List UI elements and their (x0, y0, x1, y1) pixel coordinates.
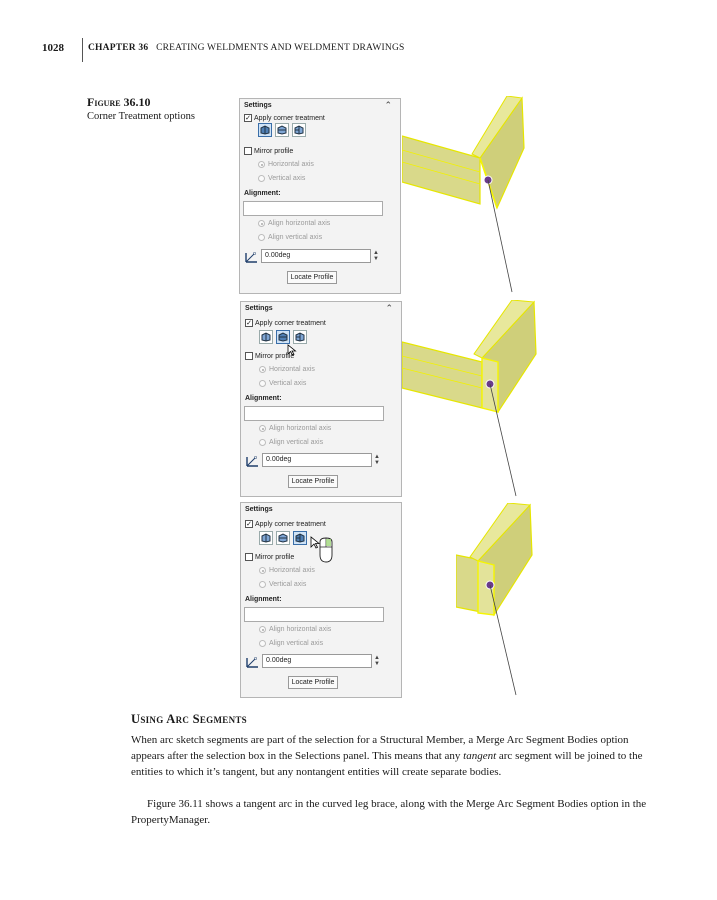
end-butt2-button[interactable] (292, 123, 306, 137)
alignment-label: Alignment: (244, 190, 281, 197)
chapter-title: CREATING WELDMENTS AND WELDMENT DRAWINGS (156, 43, 405, 53)
svg-text:o: o (254, 656, 258, 662)
horizontal-axis-label: Horizontal axis (269, 567, 315, 574)
align-horizontal-axis-label: Align horizontal axis (269, 425, 332, 432)
radio-icon[interactable] (259, 366, 266, 373)
end-butt1-icon (277, 125, 287, 135)
angle-spinner[interactable]: ▲ ▼ (374, 655, 380, 667)
panel-title: Settings (245, 305, 273, 312)
emphasis-text: tangent (463, 750, 497, 762)
corner-treatment-buttons (259, 531, 307, 545)
alignment-label: Alignment: (245, 395, 282, 402)
chevron-up-icon[interactable]: ⌃ (384, 100, 392, 110)
chevron-up-icon[interactable]: ⌃ (385, 303, 393, 313)
locate-profile-button[interactable]: Locate Profile (287, 271, 337, 284)
vertical-axis-option[interactable] (259, 581, 306, 588)
radio-icon[interactable] (258, 220, 265, 227)
align-vertical-axis-label: Align vertical axis (269, 439, 324, 446)
checkbox-unchecked-icon[interactable] (245, 553, 253, 561)
align-vertical-axis-label: Align vertical axis (269, 640, 324, 647)
alignment-label: Alignment: (245, 596, 282, 603)
running-header (88, 43, 405, 53)
end-butt2-button[interactable] (293, 531, 307, 545)
radio-icon[interactable] (258, 161, 265, 168)
panel-title: Settings (245, 506, 273, 513)
weldment-corner-model-2 (402, 300, 538, 500)
radio-icon[interactable] (259, 380, 266, 387)
horizontal-axis-option[interactable] (259, 567, 315, 574)
end-butt2-button[interactable] (293, 330, 307, 344)
end-miter-button[interactable] (259, 330, 273, 344)
paragraph-text: When arc sketch segments are part of the selection for a Structural Member, a Merge Arc Segment Bodies option appears after the selection box in the Selections panel. This means that any (131, 734, 629, 762)
svg-text:o: o (254, 455, 258, 461)
panel-title: Settings (244, 102, 272, 109)
radio-icon[interactable] (259, 567, 266, 574)
chapter-number: CHAPTER 36 (88, 43, 149, 53)
end-butt1-button[interactable] (276, 531, 290, 545)
figure-caption-text: Corner Treatment options (87, 110, 195, 122)
settings-panel-3 (240, 502, 402, 698)
align-horizontal-axis-label: Align horizontal axis (269, 626, 332, 633)
checkbox-checked-icon[interactable]: ✓ (245, 115, 251, 122)
end-butt1-icon (278, 533, 288, 543)
body-paragraph-2: Figure 36.11 shows a tangent arc in the curved leg brace, along with the Merge Arc Segment Bodies option in the PropertyManager. (131, 798, 647, 826)
vertical-axis-label: Vertical axis (269, 380, 307, 387)
body-paragraph-1 (131, 732, 651, 780)
weldment-corner-model-3 (456, 503, 536, 698)
page-number: 1028 (42, 42, 64, 54)
end-miter-button[interactable] (258, 123, 272, 137)
figure-caption (87, 96, 217, 123)
horizontal-axis-label: Horizontal axis (269, 366, 315, 373)
radio-icon[interactable] (259, 640, 266, 647)
rotation-angle-icon (245, 250, 258, 263)
align-horizontal-axis-option[interactable] (259, 425, 331, 432)
mouse-cursor-icon (309, 535, 345, 565)
apply-corner-treatment-row[interactable] (245, 319, 326, 327)
radio-icon[interactable] (259, 425, 266, 432)
rotation-angle-icon (246, 454, 259, 467)
weldment-corner-model-1 (402, 96, 532, 296)
settings-panel-2 (240, 301, 402, 497)
rotation-angle-icon (246, 655, 259, 668)
end-miter-icon (261, 533, 271, 543)
radio-icon[interactable] (258, 234, 265, 241)
apply-corner-treatment-row[interactable] (244, 114, 325, 122)
horizontal-axis-option[interactable] (259, 366, 315, 373)
radio-icon[interactable] (259, 626, 266, 633)
checkbox-checked-icon[interactable]: ✓ (246, 521, 252, 528)
apply-corner-treatment-label: Apply corner treatment (254, 114, 325, 122)
checkbox-unchecked-icon[interactable] (245, 352, 253, 360)
align-vertical-axis-option[interactable] (258, 234, 322, 241)
align-vertical-axis-option[interactable] (259, 640, 323, 647)
align-horizontal-axis-label: Align horizontal axis (268, 220, 331, 227)
alignment-selection-box[interactable] (244, 406, 384, 421)
vertical-axis-label: Vertical axis (269, 581, 307, 588)
mirror-profile-label: Mirror profile (254, 147, 294, 155)
apply-corner-treatment-row[interactable] (245, 520, 326, 528)
angle-spinner[interactable]: ▲ ▼ (373, 250, 379, 262)
svg-text:o: o (253, 251, 257, 257)
checkbox-unchecked-icon[interactable] (244, 147, 252, 155)
end-butt1-icon (278, 332, 288, 342)
header-divider (82, 38, 83, 62)
mirror-profile-label: Mirror profile (255, 553, 295, 561)
figure-label: Figure 36.10 (87, 95, 151, 109)
horizontal-axis-option[interactable] (258, 161, 314, 168)
mirror-profile-label: Mirror profile (255, 352, 295, 360)
end-butt1-button[interactable] (275, 123, 289, 137)
apply-corner-treatment-label: Apply corner treatment (255, 520, 326, 528)
checkbox-checked-icon[interactable]: ✓ (246, 320, 252, 327)
align-vertical-axis-label: Align vertical axis (268, 234, 323, 241)
angle-input[interactable]: 0.00deg (262, 453, 372, 467)
align-horizontal-axis-option[interactable] (258, 220, 330, 227)
end-miter-button[interactable] (259, 531, 273, 545)
locate-profile-button[interactable]: Locate Profile (288, 475, 338, 488)
align-horizontal-axis-option[interactable] (259, 626, 331, 633)
radio-icon[interactable] (258, 175, 265, 182)
apply-corner-treatment-label: Apply corner treatment (255, 319, 326, 327)
end-miter-icon (260, 125, 270, 135)
paragraph-text: arc segment will be joined to the entities to which it’s tangent, but any nontangent entities will create separate bodies. (131, 750, 643, 778)
mirror-profile-row[interactable] (245, 352, 294, 360)
alignment-selection-box[interactable] (244, 607, 384, 622)
settings-panel-1 (239, 98, 401, 294)
radio-icon[interactable] (259, 581, 266, 588)
end-butt2-icon (294, 125, 304, 135)
end-butt2-icon (295, 533, 305, 543)
horizontal-axis-label: Horizontal axis (268, 161, 314, 168)
corner-treatment-buttons (259, 330, 307, 344)
vertical-axis-label: Vertical axis (268, 175, 306, 182)
end-butt2-icon (295, 332, 305, 342)
corner-treatment-buttons (258, 123, 306, 137)
end-miter-icon (261, 332, 271, 342)
section-heading: Using Arc Segments (131, 712, 247, 726)
end-butt1-button[interactable] (276, 330, 290, 344)
align-vertical-axis-option[interactable] (259, 439, 323, 446)
mirror-profile-row[interactable] (245, 553, 294, 561)
angle-input[interactable]: 0.00deg (262, 654, 372, 668)
alignment-selection-box[interactable] (243, 201, 383, 216)
vertical-axis-option[interactable] (258, 175, 305, 182)
angle-input[interactable]: 0.00deg (261, 249, 371, 263)
vertical-axis-option[interactable] (259, 380, 306, 387)
angle-spinner[interactable]: ▲ ▼ (374, 454, 380, 466)
mirror-profile-row[interactable] (244, 147, 293, 155)
radio-icon[interactable] (259, 439, 266, 446)
locate-profile-button[interactable]: Locate Profile (288, 676, 338, 689)
